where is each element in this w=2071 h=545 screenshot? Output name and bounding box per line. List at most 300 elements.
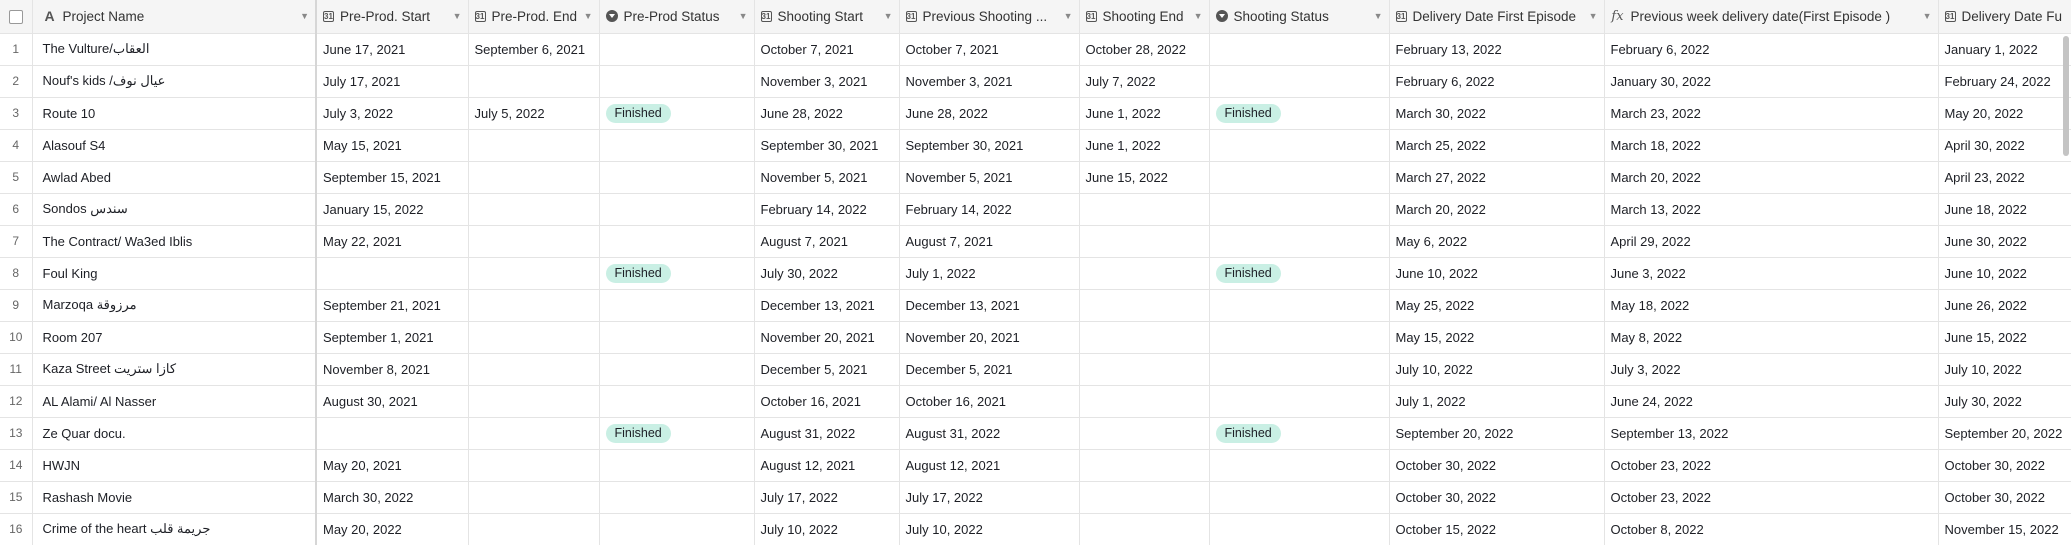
table-cell[interactable] bbox=[468, 449, 599, 481]
cell-value: June 1, 2022 bbox=[1085, 105, 1161, 121]
cell-value: October 23, 2022 bbox=[1610, 489, 1711, 505]
column-header-content bbox=[323, 9, 462, 24]
cell-value: September 15, 2021 bbox=[323, 169, 441, 185]
table-cell[interactable] bbox=[468, 33, 599, 65]
table-cell[interactable] bbox=[1938, 417, 2071, 449]
row-number: 7 bbox=[0, 225, 32, 257]
table-cell[interactable] bbox=[316, 257, 468, 289]
table-cell[interactable] bbox=[1938, 481, 2071, 513]
table-cell[interactable] bbox=[1079, 449, 1209, 481]
cell-value: October 16, 2021 bbox=[760, 393, 861, 409]
table-cell[interactable] bbox=[32, 513, 316, 545]
table-cell[interactable] bbox=[1209, 225, 1389, 257]
cell-value: August 31, 2022 bbox=[760, 425, 856, 441]
table-row[interactable] bbox=[0, 385, 2071, 417]
table-cell[interactable] bbox=[1209, 193, 1389, 225]
cell-value: Sondos سندس bbox=[42, 201, 128, 216]
table-cell[interactable] bbox=[899, 417, 1079, 449]
table-cell[interactable] bbox=[316, 417, 468, 449]
table-cell[interactable] bbox=[32, 161, 316, 193]
table-cell[interactable] bbox=[1938, 225, 2071, 257]
table-cell[interactable] bbox=[1079, 289, 1209, 321]
table-cell[interactable] bbox=[899, 161, 1079, 193]
cell-value: May 25, 2022 bbox=[1395, 297, 1475, 313]
cell-value: July 5, 2022 bbox=[474, 105, 545, 121]
table-cell[interactable] bbox=[316, 385, 468, 417]
row-number: 3 bbox=[0, 97, 32, 129]
column-header-label: Previous week delivery date(First Episode ) bbox=[1630, 8, 1891, 24]
cell-value: June 3, 2022 bbox=[1610, 265, 1686, 281]
cell-value: April 23, 2022 bbox=[1944, 169, 2025, 185]
cell-value: March 30, 2022 bbox=[1395, 105, 1486, 121]
chevron-down-icon[interactable]: ▼ bbox=[452, 11, 462, 22]
column-header[interactable] bbox=[1389, 0, 1604, 33]
cell-value: August 31, 2022 bbox=[905, 425, 1001, 441]
cell-value: March 13, 2022 bbox=[1610, 201, 1701, 217]
table-cell[interactable] bbox=[599, 449, 754, 481]
table-cell[interactable] bbox=[1389, 321, 1604, 353]
table-cell[interactable] bbox=[1604, 513, 1938, 545]
table-cell[interactable] bbox=[754, 193, 899, 225]
cell-value: November 20, 2021 bbox=[905, 329, 1020, 345]
table-cell[interactable] bbox=[1604, 353, 1938, 385]
table-cell[interactable] bbox=[1389, 353, 1604, 385]
column-header[interactable] bbox=[1604, 0, 1938, 33]
table-cell[interactable] bbox=[468, 353, 599, 385]
column-header-label: Pre-Prod. Start bbox=[340, 8, 431, 24]
table-cell[interactable] bbox=[468, 417, 599, 449]
cell-value: September 30, 2021 bbox=[760, 137, 879, 153]
cell-value: August 7, 2021 bbox=[905, 233, 993, 249]
table-cell[interactable] bbox=[1938, 97, 2071, 129]
table-cell[interactable] bbox=[1389, 481, 1604, 513]
table-cell[interactable] bbox=[1079, 513, 1209, 545]
cell-value: February 6, 2022 bbox=[1395, 73, 1495, 89]
cell-value: June 17, 2021 bbox=[323, 41, 406, 57]
table-cell[interactable] bbox=[1209, 385, 1389, 417]
table-cell[interactable] bbox=[316, 353, 468, 385]
table-cell[interactable] bbox=[754, 257, 899, 289]
table-cell[interactable] bbox=[754, 129, 899, 161]
table-cell[interactable] bbox=[1604, 481, 1938, 513]
table-cell[interactable] bbox=[754, 385, 899, 417]
table-row[interactable] bbox=[0, 33, 2071, 65]
table-cell[interactable] bbox=[599, 33, 754, 65]
table-cell[interactable] bbox=[599, 385, 754, 417]
table-cell[interactable] bbox=[32, 353, 316, 385]
column-header[interactable] bbox=[899, 0, 1079, 33]
table-cell[interactable] bbox=[1604, 417, 1938, 449]
table-cell[interactable] bbox=[899, 513, 1079, 545]
table-cell[interactable] bbox=[1079, 417, 1209, 449]
table-cell[interactable] bbox=[1604, 97, 1938, 129]
table-cell[interactable] bbox=[1079, 65, 1209, 97]
table-cell[interactable] bbox=[1389, 513, 1604, 545]
table-cell[interactable] bbox=[754, 289, 899, 321]
table-cell[interactable] bbox=[1604, 257, 1938, 289]
column-header[interactable] bbox=[316, 0, 468, 33]
table-cell[interactable] bbox=[1209, 417, 1389, 449]
table-cell[interactable] bbox=[32, 449, 316, 481]
table-cell[interactable] bbox=[1209, 353, 1389, 385]
table-cell[interactable] bbox=[754, 65, 899, 97]
cell-value: March 18, 2022 bbox=[1610, 137, 1701, 153]
table-cell[interactable] bbox=[32, 33, 316, 65]
table-cell[interactable] bbox=[599, 353, 754, 385]
column-header-label: Pre-Prod. End bbox=[491, 8, 578, 24]
table-cell[interactable] bbox=[599, 321, 754, 353]
cell-value: November 20, 2021 bbox=[760, 329, 875, 345]
table-cell[interactable] bbox=[1079, 193, 1209, 225]
column-header[interactable] bbox=[754, 0, 899, 33]
cell-value: October 7, 2021 bbox=[760, 41, 854, 57]
table-cell[interactable] bbox=[1389, 97, 1604, 129]
table-cell[interactable] bbox=[899, 97, 1079, 129]
cell-value: May 18, 2022 bbox=[1610, 297, 1690, 313]
status-badge: Finished bbox=[606, 104, 671, 123]
table-cell[interactable] bbox=[754, 481, 899, 513]
table-cell[interactable] bbox=[316, 481, 468, 513]
cell-value: October 30, 2022 bbox=[1944, 489, 2045, 505]
table-cell[interactable] bbox=[1389, 289, 1604, 321]
table-cell[interactable] bbox=[468, 129, 599, 161]
table-cell[interactable] bbox=[899, 65, 1079, 97]
column-header[interactable] bbox=[1079, 0, 1209, 33]
table-cell[interactable] bbox=[1209, 97, 1389, 129]
cell-value: July 1, 2022 bbox=[1395, 393, 1466, 409]
table-cell[interactable] bbox=[1604, 129, 1938, 161]
column-header-label: Project Name bbox=[62, 8, 145, 24]
table-cell[interactable] bbox=[468, 385, 599, 417]
table-cell[interactable] bbox=[1938, 129, 2071, 161]
cell-value: May 20, 2021 bbox=[323, 457, 402, 473]
table-cell[interactable] bbox=[1389, 129, 1604, 161]
table-cell[interactable] bbox=[1209, 321, 1389, 353]
table-cell[interactable] bbox=[754, 417, 899, 449]
column-header[interactable] bbox=[32, 0, 316, 33]
table-cell[interactable] bbox=[32, 97, 316, 129]
cell-value: July 3, 2022 bbox=[323, 105, 394, 121]
cell-value: The Contract/ Wa3ed Iblis bbox=[42, 233, 193, 249]
column-header-label: Previous Shooting ... bbox=[922, 8, 1048, 24]
calendar-icon: 31 bbox=[1396, 11, 1406, 21]
table-cell[interactable] bbox=[1209, 289, 1389, 321]
column-header[interactable] bbox=[468, 0, 599, 33]
table-cell[interactable] bbox=[316, 97, 468, 129]
table-cell[interactable] bbox=[754, 225, 899, 257]
row-number: 9 bbox=[0, 289, 32, 321]
table-cell[interactable] bbox=[1604, 161, 1938, 193]
table-row[interactable] bbox=[0, 289, 2071, 321]
cell-value: AL Alami/ Al Nasser bbox=[42, 393, 157, 409]
table-cell[interactable] bbox=[899, 225, 1079, 257]
table-cell[interactable] bbox=[1209, 513, 1389, 545]
column-header[interactable] bbox=[599, 0, 754, 33]
table-cell[interactable] bbox=[316, 193, 468, 225]
table-row[interactable] bbox=[0, 225, 2071, 257]
table-cell[interactable] bbox=[316, 129, 468, 161]
cell-value: May 15, 2021 bbox=[323, 137, 402, 153]
table-cell[interactable] bbox=[599, 417, 754, 449]
cell-value: February 6, 2022 bbox=[1610, 41, 1710, 57]
table-cell[interactable] bbox=[316, 65, 468, 97]
table-body bbox=[0, 33, 2071, 545]
table-row[interactable] bbox=[0, 449, 2071, 481]
table-cell[interactable] bbox=[899, 385, 1079, 417]
table-cell[interactable] bbox=[899, 289, 1079, 321]
table-cell[interactable] bbox=[32, 417, 316, 449]
cell-value: January 30, 2022 bbox=[1610, 73, 1711, 89]
table-cell[interactable] bbox=[1938, 33, 2071, 65]
table-cell[interactable] bbox=[468, 97, 599, 129]
table-row[interactable] bbox=[0, 97, 2071, 129]
table-cell[interactable] bbox=[754, 161, 899, 193]
cell-value: June 28, 2022 bbox=[760, 105, 843, 121]
table-cell[interactable] bbox=[754, 321, 899, 353]
table-cell[interactable] bbox=[316, 225, 468, 257]
chevron-down-icon[interactable]: ▼ bbox=[738, 11, 748, 22]
table-cell[interactable] bbox=[1079, 97, 1209, 129]
column-header-content bbox=[1216, 9, 1383, 24]
table-cell[interactable] bbox=[316, 161, 468, 193]
table-cell[interactable] bbox=[899, 353, 1079, 385]
chevron-down-icon[interactable]: ▼ bbox=[583, 11, 593, 22]
table-cell[interactable] bbox=[32, 321, 316, 353]
table-cell[interactable] bbox=[599, 161, 754, 193]
table-cell[interactable] bbox=[599, 65, 754, 97]
cell-value: December 5, 2021 bbox=[760, 361, 868, 377]
table-cell[interactable] bbox=[468, 65, 599, 97]
table-cell[interactable] bbox=[754, 449, 899, 481]
table-cell[interactable] bbox=[32, 129, 316, 161]
cell-value: Rashash Movie bbox=[42, 489, 133, 505]
cell-value: July 30, 2022 bbox=[760, 265, 838, 281]
chevron-down-icon[interactable]: ▼ bbox=[1588, 11, 1598, 22]
table-cell[interactable] bbox=[1079, 353, 1209, 385]
table-cell[interactable] bbox=[1938, 353, 2071, 385]
table-cell[interactable] bbox=[32, 385, 316, 417]
table-cell[interactable] bbox=[32, 257, 316, 289]
cell-value: November 8, 2021 bbox=[323, 361, 430, 377]
calendar-icon: 31 bbox=[1086, 11, 1096, 21]
column-header-content bbox=[43, 9, 310, 24]
table-cell[interactable] bbox=[32, 193, 316, 225]
select-all-checkbox[interactable] bbox=[9, 10, 23, 24]
cell-value: October 7, 2021 bbox=[905, 41, 999, 57]
cell-value: June 24, 2022 bbox=[1610, 393, 1693, 409]
table-cell[interactable] bbox=[468, 289, 599, 321]
table-cell[interactable] bbox=[1604, 193, 1938, 225]
column-header-content bbox=[1611, 9, 1932, 24]
table-cell[interactable] bbox=[32, 481, 316, 513]
cell-value: June 26, 2022 bbox=[1944, 297, 2027, 313]
cell-value: June 15, 2022 bbox=[1085, 169, 1168, 185]
table-cell[interactable] bbox=[599, 289, 754, 321]
table-row[interactable] bbox=[0, 161, 2071, 193]
table-cell[interactable] bbox=[468, 161, 599, 193]
cell-value: June 10, 2022 bbox=[1395, 265, 1478, 281]
table-cell[interactable] bbox=[1938, 385, 2071, 417]
cell-value: August 12, 2021 bbox=[760, 457, 856, 473]
table-cell[interactable] bbox=[316, 289, 468, 321]
table-cell[interactable] bbox=[1079, 129, 1209, 161]
table-cell[interactable] bbox=[899, 321, 1079, 353]
table-cell[interactable] bbox=[754, 513, 899, 545]
table-cell[interactable] bbox=[899, 257, 1079, 289]
table-cell[interactable] bbox=[1389, 385, 1604, 417]
table-cell[interactable] bbox=[1938, 289, 2071, 321]
table-cell[interactable] bbox=[316, 321, 468, 353]
table-cell[interactable] bbox=[32, 289, 316, 321]
table-cell[interactable] bbox=[1604, 289, 1938, 321]
table-cell[interactable] bbox=[316, 449, 468, 481]
table-cell[interactable] bbox=[1938, 513, 2071, 545]
table-cell[interactable] bbox=[1079, 33, 1209, 65]
table-cell[interactable] bbox=[32, 225, 316, 257]
table-row[interactable] bbox=[0, 65, 2071, 97]
table-row[interactable] bbox=[0, 513, 2071, 545]
cell-value: October 30, 2022 bbox=[1395, 489, 1496, 505]
cell-value: March 25, 2022 bbox=[1395, 137, 1486, 153]
table-cell[interactable] bbox=[1604, 225, 1938, 257]
table-cell[interactable] bbox=[1938, 193, 2071, 225]
table-cell[interactable] bbox=[899, 481, 1079, 513]
table-cell[interactable] bbox=[1389, 33, 1604, 65]
table-cell[interactable] bbox=[599, 97, 754, 129]
table-cell[interactable] bbox=[468, 513, 599, 545]
table-cell[interactable] bbox=[1209, 257, 1389, 289]
row-number: 8 bbox=[0, 257, 32, 289]
table-cell[interactable] bbox=[899, 449, 1079, 481]
table-cell[interactable] bbox=[1389, 225, 1604, 257]
table-cell[interactable] bbox=[1079, 321, 1209, 353]
calendar-icon: 31 bbox=[906, 11, 916, 21]
cell-value: September 1, 2021 bbox=[323, 329, 434, 345]
table-row[interactable] bbox=[0, 481, 2071, 513]
table-cell[interactable] bbox=[1604, 449, 1938, 481]
cell-value: October 30, 2022 bbox=[1395, 457, 1496, 473]
table-cell[interactable] bbox=[1079, 385, 1209, 417]
table-cell[interactable] bbox=[599, 513, 754, 545]
table-cell[interactable] bbox=[1389, 417, 1604, 449]
table-cell[interactable] bbox=[1209, 449, 1389, 481]
table-row[interactable] bbox=[0, 129, 2071, 161]
table-cell[interactable] bbox=[468, 481, 599, 513]
table-cell[interactable] bbox=[1079, 225, 1209, 257]
table-row[interactable] bbox=[0, 321, 2071, 353]
cell-value: October 8, 2022 bbox=[1610, 521, 1704, 537]
column-header-content bbox=[1396, 9, 1598, 24]
table-cell[interactable] bbox=[599, 225, 754, 257]
table-cell[interactable] bbox=[754, 97, 899, 129]
column-header[interactable] bbox=[1209, 0, 1389, 33]
table-cell[interactable] bbox=[899, 193, 1079, 225]
row-number: 13 bbox=[0, 417, 32, 449]
chevron-down-icon[interactable]: ▼ bbox=[300, 11, 309, 22]
cell-value: March 20, 2022 bbox=[1395, 201, 1486, 217]
table-cell[interactable] bbox=[1938, 65, 2071, 97]
table-cell[interactable] bbox=[468, 193, 599, 225]
cell-value: May 15, 2022 bbox=[1395, 329, 1475, 345]
cell-value: Foul King bbox=[42, 265, 98, 281]
chevron-down-icon[interactable]: ▼ bbox=[1063, 11, 1073, 22]
table-cell[interactable] bbox=[754, 33, 899, 65]
table-cell[interactable] bbox=[599, 481, 754, 513]
cell-value: July 10, 2022 bbox=[1944, 361, 2022, 377]
table-cell[interactable] bbox=[1604, 385, 1938, 417]
table-cell[interactable] bbox=[599, 193, 754, 225]
table-row[interactable] bbox=[0, 193, 2071, 225]
table-cell[interactable] bbox=[599, 257, 754, 289]
cell-value: October 28, 2022 bbox=[1085, 41, 1186, 57]
cell-value: June 18, 2022 bbox=[1944, 201, 2027, 217]
chevron-down-icon[interactable]: ▼ bbox=[883, 11, 893, 22]
cell-value: September 20, 2022 bbox=[1395, 425, 1514, 441]
table-cell[interactable] bbox=[468, 321, 599, 353]
table-cell[interactable] bbox=[32, 65, 316, 97]
table-cell[interactable] bbox=[1389, 161, 1604, 193]
chevron-down-icon[interactable]: ▼ bbox=[1193, 11, 1203, 22]
column-header-content bbox=[1945, 9, 2071, 24]
table-cell[interactable] bbox=[1079, 257, 1209, 289]
select-all-header[interactable] bbox=[0, 0, 32, 33]
table-cell[interactable] bbox=[1209, 129, 1389, 161]
table-cell[interactable] bbox=[1938, 257, 2071, 289]
table-cell[interactable] bbox=[1938, 321, 2071, 353]
table-cell[interactable] bbox=[316, 33, 468, 65]
table-cell[interactable] bbox=[754, 353, 899, 385]
table-cell[interactable] bbox=[899, 129, 1079, 161]
table-cell[interactable] bbox=[1209, 33, 1389, 65]
vertical-scrollbar[interactable] bbox=[2063, 36, 2069, 156]
table-cell[interactable] bbox=[468, 257, 599, 289]
table-row[interactable] bbox=[0, 417, 2071, 449]
table-cell[interactable] bbox=[468, 225, 599, 257]
cell-value: May 20, 2022 bbox=[1944, 105, 2024, 121]
table-cell[interactable] bbox=[1389, 193, 1604, 225]
table-cell[interactable] bbox=[1079, 481, 1209, 513]
table-cell[interactable] bbox=[599, 129, 754, 161]
table-cell[interactable] bbox=[1389, 65, 1604, 97]
table-cell[interactable] bbox=[1209, 481, 1389, 513]
table-cell[interactable] bbox=[316, 513, 468, 545]
table-cell[interactable] bbox=[1938, 161, 2071, 193]
table-cell[interactable] bbox=[1604, 65, 1938, 97]
cell-value: February 13, 2022 bbox=[1395, 41, 1502, 57]
table-cell[interactable] bbox=[1389, 449, 1604, 481]
table-cell[interactable] bbox=[899, 33, 1079, 65]
table-cell[interactable] bbox=[1209, 161, 1389, 193]
table-cell[interactable] bbox=[1079, 161, 1209, 193]
column-header-label: Delivery Date Fu bbox=[1961, 8, 2063, 24]
status-badge: Finished bbox=[1216, 104, 1281, 123]
chevron-down-icon[interactable]: ▼ bbox=[1922, 11, 1932, 22]
table-cell[interactable] bbox=[1209, 65, 1389, 97]
table-cell[interactable] bbox=[1938, 449, 2071, 481]
table-row[interactable] bbox=[0, 353, 2071, 385]
table-cell[interactable] bbox=[1604, 33, 1938, 65]
cell-value: August 30, 2021 bbox=[323, 393, 418, 409]
cell-value: April 30, 2022 bbox=[1944, 137, 2025, 153]
cell-value: June 1, 2022 bbox=[1085, 137, 1161, 153]
chevron-down-icon[interactable]: ▼ bbox=[1373, 11, 1383, 22]
column-header[interactable] bbox=[1938, 0, 2071, 33]
calendar-icon: 31 bbox=[475, 11, 485, 21]
table-row[interactable] bbox=[0, 257, 2071, 289]
cell-value: October 30, 2022 bbox=[1944, 457, 2045, 473]
table-cell[interactable] bbox=[1389, 257, 1604, 289]
table-cell[interactable] bbox=[1604, 321, 1938, 353]
